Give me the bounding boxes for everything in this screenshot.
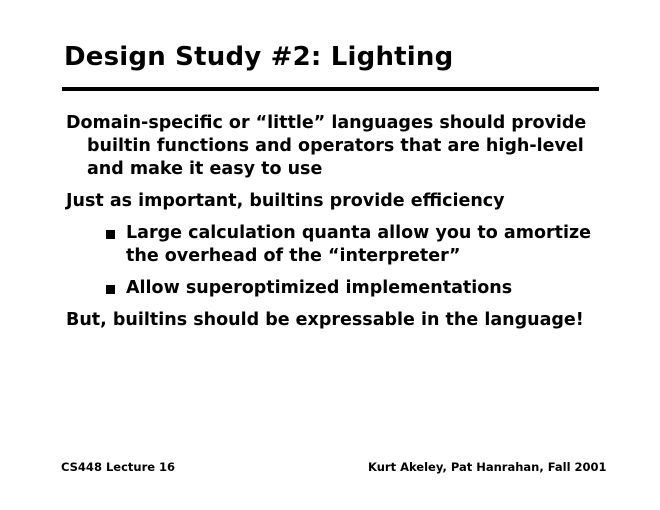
- slide-title: Design Study #2: Lighting: [64, 42, 454, 72]
- sub-bullet-superoptimized: [66, 277, 606, 300]
- bullet-expressable: But, builtins should be expressable in the language!: [66, 310, 584, 330]
- title-divider: [62, 87, 599, 91]
- bullet-domain-specific: Domain-specific or “little” languages should provide builtin functions and operators that are high-level and make it easy to use: [66, 113, 587, 179]
- sub-bullet-text: Large calculation quanta allow you to amortize the overhead of the “interpreter”: [126, 223, 592, 266]
- footer-course: CS448 Lecture 16: [61, 460, 176, 474]
- slide-body: [66, 112, 606, 341]
- footer-authors: Kurt Akeley, Pat Hanrahan, Fall 2001: [368, 460, 607, 474]
- sub-bullet-calculation-quanta: [66, 222, 606, 268]
- sub-bullet-text: Allow superoptimized implementations: [126, 278, 513, 298]
- bullet-efficiency: Just as important, builtins provide efficiency: [66, 191, 505, 211]
- square-bullet-icon: [106, 285, 115, 294]
- square-bullet-icon: [106, 230, 115, 239]
